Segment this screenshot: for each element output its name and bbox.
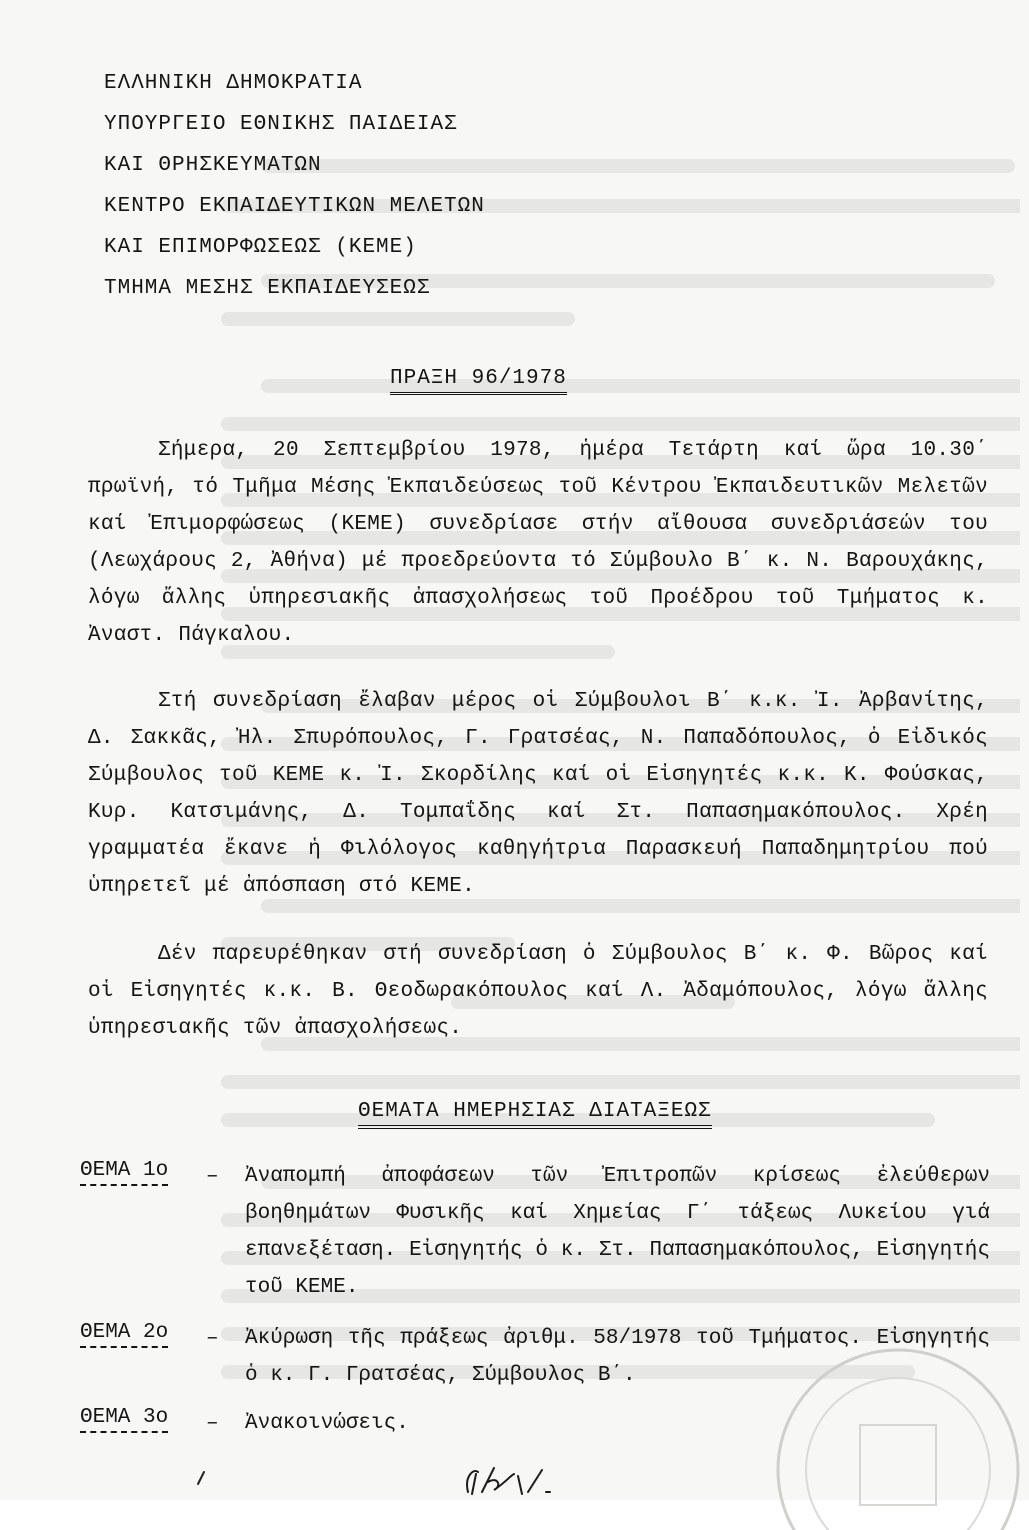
header-line: ΚΑΙ ΘΡΗΣΚΕΥΜΑΤΩΝ <box>104 154 322 177</box>
paragraph-text: Στή συνεδρίαση ἔλαβαν μέρος οἱ Σύμβουλοι Β΄ κ.κ. Ἰ. Ἀρβανίτης, Δ. Σακκᾶς, Ἠλ. Σπυρόπουλος, Γ. Γρατσέας, Ν. Παπαδόπουλος, ὁ Εἰδικός Σύμβουλος τοῦ ΚΕΜΕ κ. Ἰ. Σκορδίλης καί οἱ Εἰσηγητές κ.κ. Κ. Φούσκας, Κυρ. Κατσιμάνης, Δ. Τομπαΐδης καί Στ. Παπασημακόπουλος. Χρέη γραμματέα ἔκανε ἡ Φιλόλογος καθηγήτρια Παρασκευή Παπαδημητρίου πού ὑπηρετεῖ μέ ἀπόσπαση στό ΚΕΜΕ. <box>88 690 988 898</box>
agenda-item-dash: – <box>206 1327 219 1350</box>
agenda-item-dash: – <box>206 1165 219 1188</box>
agenda-item-label: ΘΕΜΑ 3ο <box>80 1405 168 1433</box>
header-line: ΥΠΟΥΡΓΕΙΟ ΕΘΝΙΚΗΣ ΠΑΙΔΕΙΑΣ <box>104 113 458 136</box>
official-stamp-bleed <box>748 1330 1029 1530</box>
header-line: ΚΕΝΤΡΟ ΕΚΠΑΙΔΕΥΤΙΚΩΝ ΜΕΛΕΤΩΝ <box>104 195 485 218</box>
paragraph-text: Δέν παρευρέθηκαν στή συνεδρίαση ὁ Σύμβουλος Β΄ κ. Φ. Βῶρος καί οἱ Εἰσηγητές κ.κ. Β. Θεοδωρακόπουλος καί Λ. Ἀδαμόπουλος, λόγω ἄλλης ὑπηρεσιακῆς τῶν ἀπασχολήσεως. <box>88 943 988 1040</box>
document-title: ΠΡΑΞΗ 96/1978 <box>390 367 567 395</box>
paragraph-session-opening <box>88 432 988 654</box>
header-line: ΤΜΗΜΑ ΜΕΣΗΣ ΕΚΠΑΙΔΕΥΣΕΩΣ <box>104 277 431 300</box>
pen-tick-mark <box>196 1470 206 1486</box>
agenda-item-text: Ἀκύρωση τῆς πράξεως ἀριθμ. 58/1978 τοῦ Τμήματος. Εἰσηγητής ὁ κ. Γ. Γρατσέας, Σύμβουλος Β΄. <box>245 1327 990 1387</box>
paragraph-absentees <box>88 936 988 1047</box>
handwritten-signature <box>458 1462 588 1498</box>
agenda-title: ΘΕΜΑΤΑ ΗΜΕΡΗΣΙΑΣ ΔΙΑΤΑΞΕΩΣ <box>358 1100 712 1129</box>
paragraph-text: Σήμερα, 20 Σεπτεμβρίου 1978, ἡμέρα Τετάρτη καί ὥρα 10.30΄ πρωϊνή, τό Τμῆμα Μέσης Ἐκπαιδεύσεως τοῦ Κέντρου Ἐκπαιδευτικῶν Μελετῶν καί Ἐπιμορφώσεως (ΚΕΜΕ) συνεδρίασε στήν αἴθουσα συνεδριάσεών του (Λεωχάρους 2, Ἀθήνα) μέ προεδρεύοντα τό Σύμβουλο Β΄ κ. Ν. Βαρουχάκης, λόγω ἄλλης ὑπηρεσιακῆς ἀπασχολήσεως τοῦ Προέδρου τοῦ Τμήματος κ. Ἀναστ. Πάγκαλου. <box>88 439 988 647</box>
header-line: ΕΛΛΗΝΙΚΗ ΔΗΜΟΚΡΑΤΙΑ <box>104 72 363 95</box>
letterhead <box>104 63 485 309</box>
header-line: ΚΑΙ ΕΠΙΜΟΡΦΩΣΕΩΣ (ΚΕΜΕ) <box>104 236 417 259</box>
agenda-item-label: ΘΕΜΑ 2ο <box>80 1320 168 1348</box>
agenda-item-label: ΘΕΜΑ 1ο <box>80 1158 168 1186</box>
agenda-item-text: Ἀνακοινώσεις. <box>245 1412 409 1435</box>
agenda-item-text: Ἀναπομπή ἀποφάσεων τῶν Ἐπιτροπῶν κρίσεως ἐλεύθερων βοηθημάτων Φυσικῆς καί Χημείας Γ΄ τάξεως Λυκείου γιά επανεξέταση. Εἰσηγητής ὁ κ. Στ. Παπασημακόπουλος, Εἰσηγητής τοῦ ΚΕΜΕ. <box>245 1165 990 1299</box>
agenda-item-dash: – <box>206 1412 219 1435</box>
paragraph-attendees <box>88 683 988 905</box>
